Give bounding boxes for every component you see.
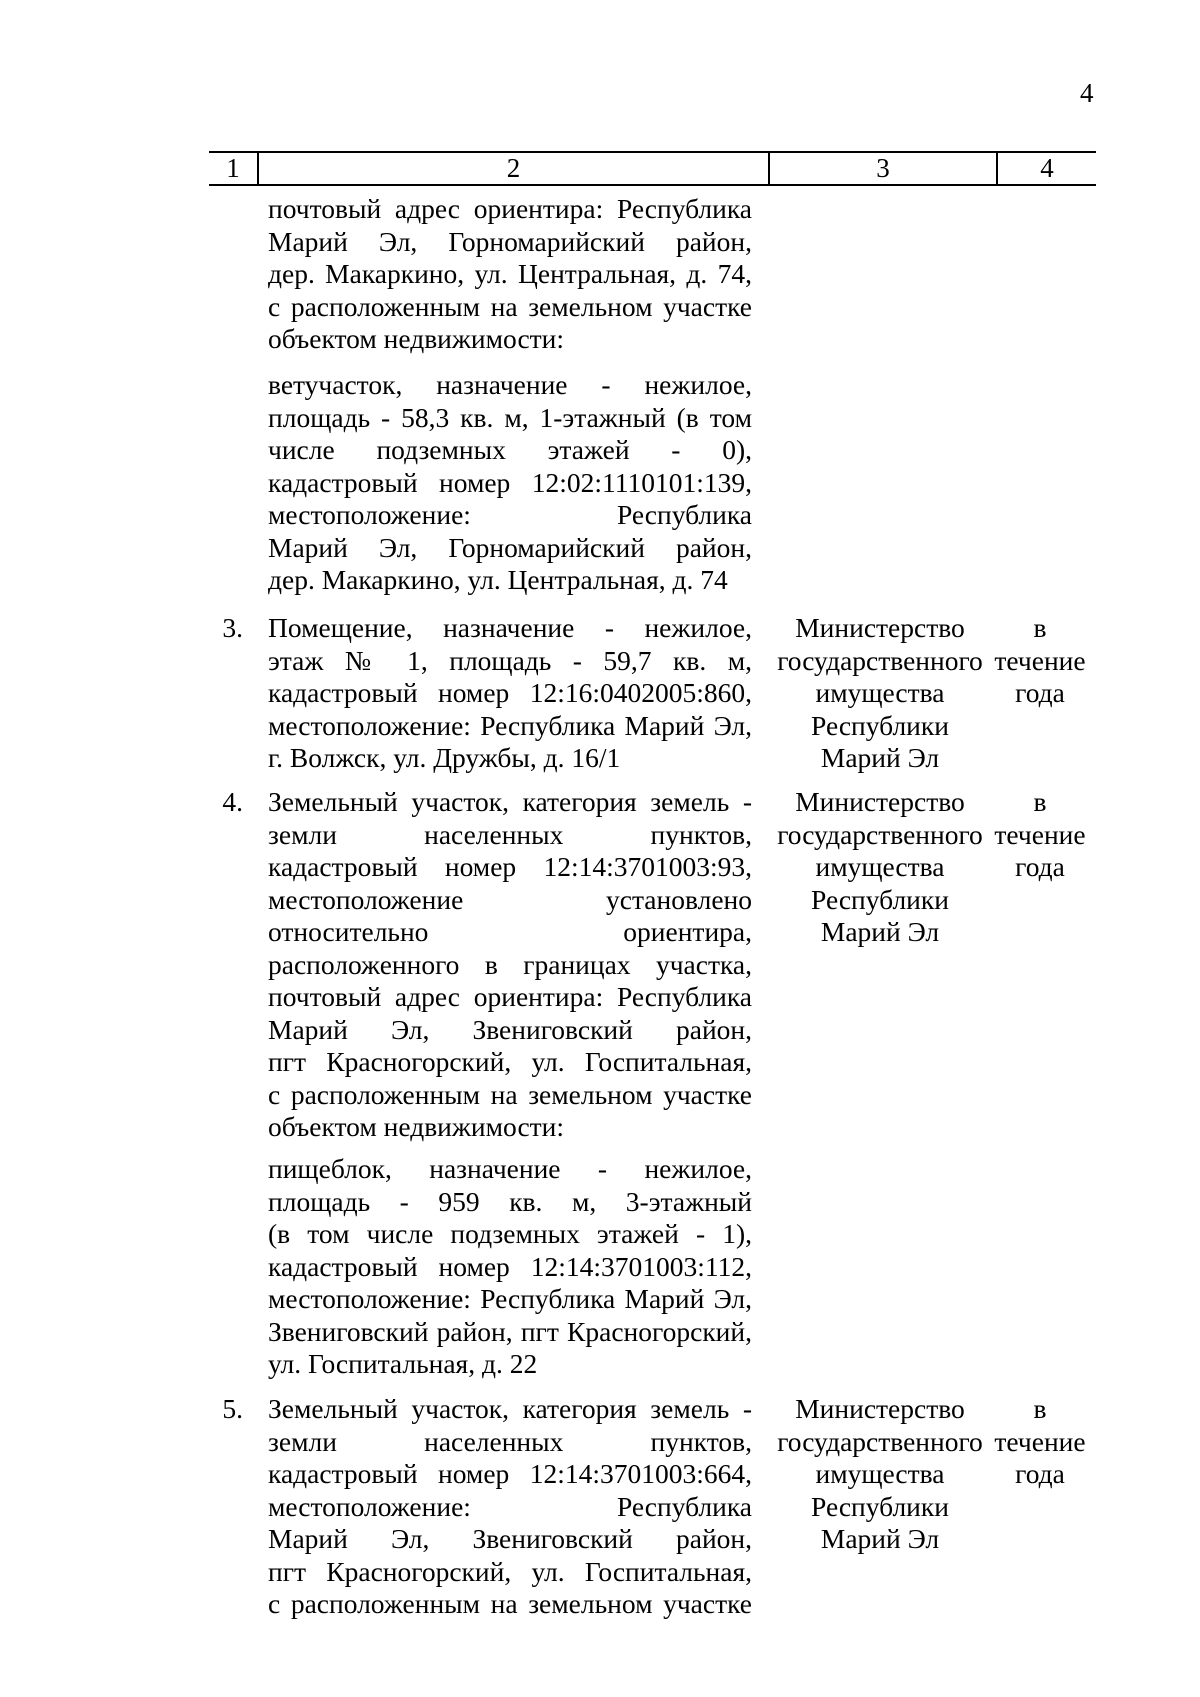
responsible-line: государственного xyxy=(777,818,983,850)
deadline-line: года xyxy=(1015,1458,1065,1489)
deadline-line xyxy=(990,1491,1090,1524)
responsible-line: государственного xyxy=(777,644,983,676)
text-line: объектом недвижимости: xyxy=(268,1111,565,1142)
text-line: этаж № 1, площадь - 59,7 кв. м, xyxy=(268,644,752,676)
responsible-line: Марий Эл xyxy=(820,1523,940,1554)
responsible-line: Министерство xyxy=(795,786,965,817)
text-line: Помещение, назначение - нежилое, xyxy=(268,612,752,643)
deadline-line: года xyxy=(1015,677,1065,708)
responsible-line: Республики xyxy=(811,883,949,915)
continued-description xyxy=(268,193,752,356)
text-line: Земельный участок, категория земель - xyxy=(268,1393,752,1424)
responsible-line: имущества xyxy=(815,851,945,882)
text-line: кадастровый номер 12:14:3701003:664, xyxy=(268,1458,752,1489)
item-description xyxy=(268,612,752,775)
deadline-line xyxy=(990,742,1090,775)
text-line: дер. Макаркино, ул. Центральная, д. 74, xyxy=(268,258,752,289)
responsible-line: государственного xyxy=(777,1425,983,1457)
deadline-line: в xyxy=(1033,786,1047,817)
text-line: местоположение: Республика xyxy=(268,499,752,530)
deadline-line xyxy=(990,884,1090,917)
text-line: относительно ориентира, xyxy=(268,916,752,947)
responsible-line: Министерство xyxy=(795,1393,965,1424)
item-number: 3. xyxy=(222,612,243,643)
text-line: Марий Эл, Горномарийский район, xyxy=(268,225,752,257)
deadline-line: в xyxy=(1033,1393,1047,1424)
text-line: (в том числе подземных этажей - 1), xyxy=(268,1218,752,1249)
text-line: пгт Красногорский, ул. Госпитальная, xyxy=(268,1555,752,1587)
text-line: земли населенных пунктов, xyxy=(268,1425,752,1457)
responsible-line: Марий Эл xyxy=(820,916,940,947)
deadline-line xyxy=(990,1523,1090,1556)
responsible-line: Республики xyxy=(811,1490,949,1522)
text-line: Марий Эл, Звениговский район, xyxy=(268,1523,752,1554)
text-line: Марий Эл, Звениговский район, xyxy=(268,1013,752,1045)
text-line: объектом недвижимости: xyxy=(268,323,565,354)
responsible-cell xyxy=(770,786,1090,949)
deadline-line: года xyxy=(1015,851,1065,882)
text-line: с расположенным на земельном участке xyxy=(268,290,752,322)
responsible-line: имущества xyxy=(815,677,945,708)
text-line: площадь - 959 кв. м, 3-этажный xyxy=(268,1185,752,1217)
text-line: кадастровый номер 12:14:3701003:93, xyxy=(268,851,752,882)
text-line: числе подземных этажей - 0), xyxy=(268,434,752,465)
text-line: местоположение: Республика Марий Эл, xyxy=(268,709,752,741)
text-line: г. Волжск, ул. Дружбы, д. 16/1 xyxy=(268,742,621,773)
text-line: кадастровый номер 12:14:3701003:112, xyxy=(268,1250,752,1282)
text-line: кадастровый номер 12:02:1110101:139, xyxy=(268,466,752,498)
text-line: Марий Эл, Горномарийский район, xyxy=(268,531,752,563)
text-line: с расположенным на земельном участке xyxy=(268,1588,752,1619)
text-line: кадастровый номер 12:16:0402005:860, xyxy=(268,677,752,708)
item-object-description xyxy=(268,1153,752,1381)
text-line: Земельный участок, категория земель - xyxy=(268,786,752,817)
text-line: пищеблок, назначение - нежилое, xyxy=(268,1153,752,1184)
page-number: 4 xyxy=(1080,78,1094,108)
text-line: с расположенным на земельном участке xyxy=(268,1078,752,1110)
responsible-line: Министерство xyxy=(795,612,965,643)
text-line: местоположение установлено xyxy=(268,883,752,915)
text-line: местоположение: Республика xyxy=(268,1490,752,1522)
item-number: 4. xyxy=(222,786,243,817)
continued-object-description xyxy=(268,369,752,597)
text-line: расположенного в границах участка, xyxy=(268,948,752,980)
deadline-line xyxy=(990,710,1090,743)
text-line: местоположение: Республика Марий Эл, xyxy=(268,1283,752,1314)
deadline-line: течение xyxy=(994,644,1086,676)
deadline-line xyxy=(990,916,1090,949)
text-line: пгт Красногорский, ул. Госпитальная, xyxy=(268,1046,752,1077)
text-line: почтовый адрес ориентира: Республика xyxy=(268,193,752,224)
deadline-line: течение xyxy=(994,1425,1086,1457)
text-line: дер. Макаркино, ул. Центральная, д. 74 xyxy=(268,564,728,595)
header-col-2: 2 xyxy=(506,153,521,183)
responsible-cell xyxy=(770,1393,1090,1556)
text-line: ул. Госпитальная, д. 22 xyxy=(268,1348,538,1379)
text-line: Звениговский район, пгт Красногорский, xyxy=(268,1315,752,1347)
header-col-1: 1 xyxy=(226,153,240,183)
responsible-cell xyxy=(770,612,1090,775)
item-description xyxy=(268,786,752,1144)
text-line: ветучасток, назначение - нежилое, xyxy=(268,369,752,400)
text-line: площадь - 58,3 кв. м, 1-этажный (в том xyxy=(268,401,752,433)
header-col-4: 4 xyxy=(1040,153,1054,183)
deadline-line: течение xyxy=(994,818,1086,850)
text-line: почтовый адрес ориентира: Республика xyxy=(268,981,752,1012)
header-bottom-border xyxy=(209,184,1096,186)
item-description xyxy=(268,1393,752,1621)
responsible-line: Республики xyxy=(811,709,949,741)
responsible-line: имущества xyxy=(815,1458,945,1489)
deadline-line: в xyxy=(1033,612,1047,643)
header-col-3: 3 xyxy=(876,153,890,183)
item-number: 5. xyxy=(222,1393,243,1424)
responsible-line: Марий Эл xyxy=(820,742,940,773)
text-line: земли населенных пунктов, xyxy=(268,818,752,850)
